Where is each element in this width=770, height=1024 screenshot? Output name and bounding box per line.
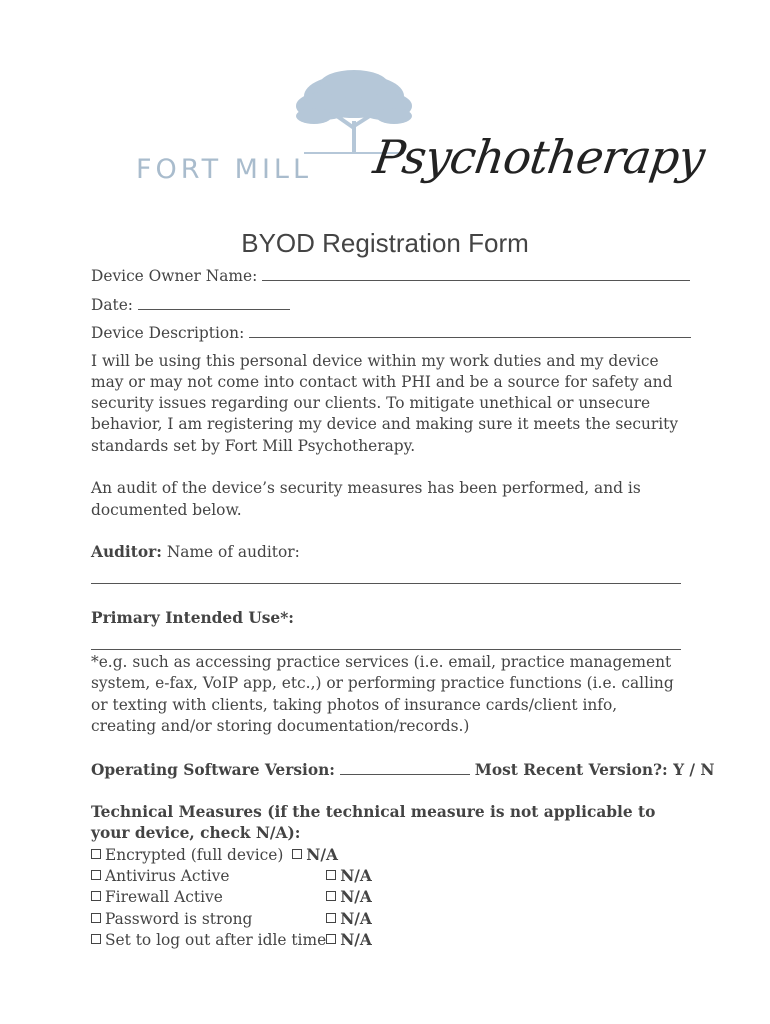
- primary-use-line[interactable]: [91, 629, 681, 650]
- checkbox-firewall[interactable]: [91, 891, 101, 901]
- checkbox-na-antivirus[interactable]: [326, 870, 336, 880]
- na-label: N/A: [340, 867, 372, 886]
- checkbox-na-firewall[interactable]: [326, 891, 336, 901]
- date-label: Date:: [91, 295, 133, 314]
- auditor-row: [91, 542, 681, 563]
- owner-name-label: Device Owner Name:: [91, 267, 258, 285]
- na-label: N/A: [340, 909, 372, 928]
- checkbox-password[interactable]: [91, 913, 101, 923]
- os-version-line[interactable]: [340, 759, 470, 775]
- measure-row-encrypted: [91, 845, 372, 866]
- measure-label: Set to log out after idle time: [105, 930, 327, 949]
- auditor-label: Auditor:: [91, 543, 162, 562]
- logo-text-psychotherapy: Psychotherapy: [370, 130, 708, 184]
- na-label: N/A: [340, 930, 372, 949]
- measure-row-firewall: [91, 887, 372, 908]
- na-label: N/A: [340, 888, 372, 907]
- owner-name-field[interactable]: [91, 265, 681, 294]
- checkbox-na-idle-logout[interactable]: [326, 934, 336, 944]
- measure-label: Password is strong: [105, 909, 253, 928]
- logo: [136, 66, 708, 216]
- date-line[interactable]: [138, 294, 290, 310]
- checkbox-antivirus[interactable]: [91, 870, 101, 880]
- auditor-text: Name of auditor:: [166, 543, 300, 562]
- os-label: Operating Software Version:: [91, 760, 335, 779]
- checkbox-idle-logout[interactable]: [91, 934, 101, 944]
- measure-row-idle-logout: [91, 930, 372, 951]
- logo-text-fort-mill: FORT MILL: [136, 154, 312, 185]
- na-label: N/A: [306, 845, 338, 864]
- device-description-line[interactable]: [249, 322, 691, 338]
- audit-paragraph: An audit of the device’s security measures has been performed, and is documented below.: [91, 479, 641, 519]
- device-description-label: Device Description:: [91, 324, 245, 342]
- measure-label: Encrypted (full device): [105, 845, 284, 864]
- form-title: BYOD Registration Form: [241, 228, 529, 258]
- primary-use-row: [91, 608, 681, 629]
- primary-use-note: *e.g. such as accessing practice services (i.e. email, practice management system, e-fax, VoIP app, etc.,) or performing practice functions (i.e. calling or texting with clients, taking photos of insurance cards/client info, creating and/or storing documentation/records.): [91, 653, 674, 735]
- measure-label: Antivirus Active: [105, 867, 230, 886]
- date-field[interactable]: [91, 294, 681, 323]
- intro-paragraph: I will be using this personal device within my work duties and my device may or may not come into contact with PHI and be a source for safety and security issues regarding our clients. To mitigate unethical or unsecure behavior, I am registering my device and making sure it meets the security standards set by Fort Mill Psychotherapy.: [91, 351, 679, 455]
- measure-row-password: [91, 909, 372, 930]
- auditor-line[interactable]: [91, 563, 681, 584]
- checkbox-encrypted[interactable]: [91, 849, 101, 859]
- os-row: [91, 759, 715, 781]
- technical-measures-list: [91, 845, 372, 951]
- os-recent-label: Most Recent Version?: Y / N: [474, 760, 715, 779]
- checkbox-na-password[interactable]: [326, 913, 336, 923]
- checkbox-na-encrypted[interactable]: [292, 849, 302, 859]
- form-body: [91, 265, 715, 951]
- measure-label: Firewall Active: [105, 888, 223, 907]
- technical-heading: Technical Measures (if the technical measure is not applicable to your device, check N/A):: [91, 803, 656, 843]
- primary-use-label: Primary Intended Use*:: [91, 608, 294, 627]
- owner-name-line[interactable]: [262, 265, 690, 281]
- device-description-field[interactable]: [91, 322, 681, 351]
- measure-row-antivirus: [91, 866, 372, 887]
